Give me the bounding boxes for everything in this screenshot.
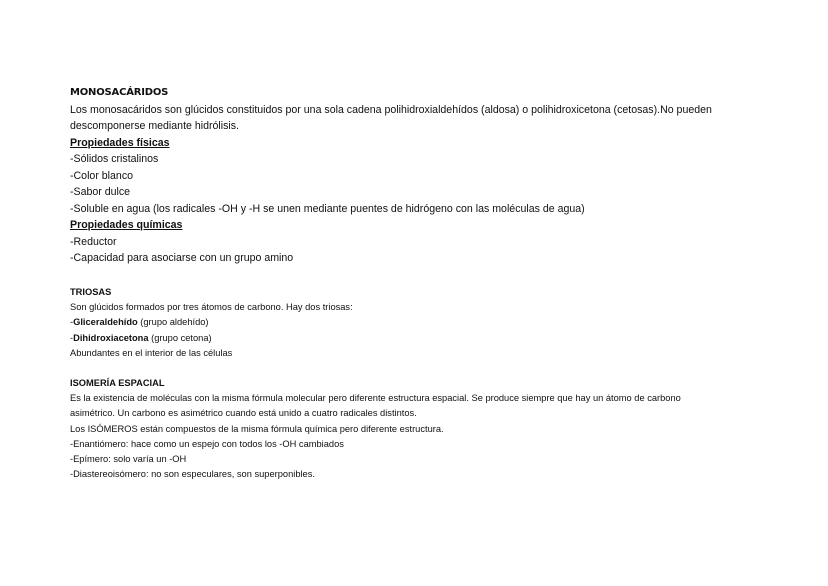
paragraph-line: Los monosacáridos son glúcidos constituidos por una sola cadena polihidroxialdehídos (aldosa) o polihidroxicetona (cetosas).No pueden	[70, 103, 712, 116]
paragraph-line: Son glúcidos formados por tres átomos de carbono. Hay dos triosas:	[70, 302, 353, 313]
list-item: -Reductor	[70, 235, 117, 248]
list-item: -Capacidad para asociarse con un grupo amino	[70, 252, 294, 264]
list-item: -Enantiómero: hace como un espejo con todos los -OH cambiados	[70, 438, 344, 449]
heading-isomeria: ISOMERÍA ESPACIAL	[70, 378, 165, 388]
list-item: -Color blanco	[70, 169, 134, 182]
paragraph-line: Abundantes en el interior de las células	[70, 347, 233, 358]
heading-monosacaridos: MONOSACÁRIDOS	[70, 87, 169, 98]
paragraph-line: asimétrico. Un carbono es asimétrico cuando está unido a cuatro radicales distintos.	[70, 408, 417, 419]
subheading-propiedades-quimicas: Propiedades químicas	[70, 219, 183, 231]
paragraph-line: Es la existencia de moléculas con la misma fórmula molecular pero diferente estructura espacial. Se produce siempre que hay un átomo de carbono	[70, 393, 681, 404]
list-item: -Sabor dulce	[70, 186, 131, 198]
section-isomeria	[70, 376, 760, 482]
paragraph-line: Los ISÓMEROS están compuestos de la misma fórmula química pero diferente estructura.	[70, 423, 444, 434]
list-item: -Dihidroxiacetona (grupo cetona)	[70, 332, 212, 343]
paragraph-line: descomponerse mediante hidrólisis.	[70, 120, 239, 132]
list-item: -Epímero: solo varía un -OH	[70, 454, 187, 465]
section-triosas	[70, 285, 760, 361]
list-item: -Sólidos cristalinos	[70, 153, 159, 165]
list-item: -Gliceraldehído (grupo aldehído)	[70, 317, 209, 328]
list-item: -Soluble en agua (los radicales -OH y -H se unen mediante puentes de hidrógeno con las moléculas de agua)	[70, 202, 585, 215]
list-item: -Diastereoisómero: no son especulares, son superponibles.	[70, 469, 315, 480]
subheading-propiedades-fisicas: Propiedades físicas	[70, 136, 170, 149]
section-monosacaridos	[70, 85, 760, 267]
heading-triosas: TRIOSAS	[70, 287, 112, 297]
